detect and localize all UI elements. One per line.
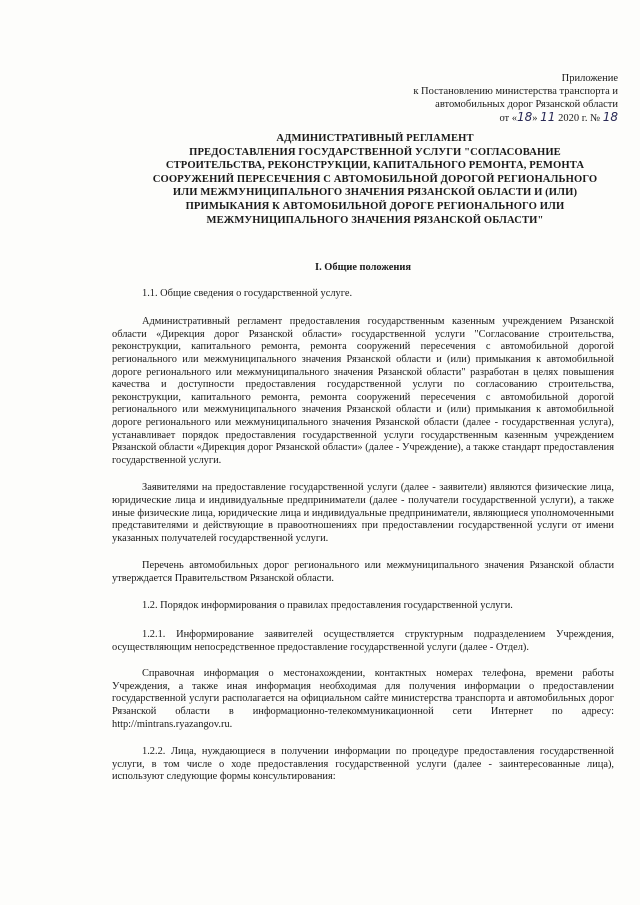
document-body [112, 262, 614, 799]
section-title: I. Общие положения [315, 262, 411, 273]
handwritten-day: 18 [517, 110, 533, 124]
handwritten-month: 11 [540, 110, 556, 124]
approval-stamp [388, 72, 618, 125]
ministry-name: автомобильных дорог Рязанской области [435, 99, 618, 110]
title-line: СТРОИТЕЛЬСТВА, РЕКОНСТРУКЦИИ, КАПИТАЛЬНОГО РЕМОНТА, РЕМОНТА [165, 160, 585, 172]
resolution-date-line: от «18» 11 2020 г. № 18 [499, 110, 618, 124]
appendix-label: Приложение [561, 73, 618, 84]
title-line: АДМИНИСТРАТИВНЫЙ РЕГЛАМЕНТ [276, 133, 474, 144]
paragraph: Заявителями на предоставление государственной услуги (далее - заявители) являются физические лица, юридические лица и индивидуальные предприниматели (далее - получатели государственной услуги), а также иные физические лица, юридические лица и индивидуальные предприниматели, являющиеся уполномоченными представителями и действующие в правоотношениях при предоставлении государственной услуги от имени указанных получателей государственной услуги. [112, 482, 614, 544]
subsection-heading: 1.1. Общие сведения о государственной услуге. [142, 287, 353, 299]
paragraph: Административный регламент предоставления государственным казенным учреждением Рязанской области «Дирекция дорог Рязанской области» государственной услуги "Согласование строительства, реконструкции, капитального ремонта, ремонта сооружений пересечения с автомобильной дорогой регионального или межмуниципального значения Рязанской области и (или) примыкания к автомобильной дороге регионального или межмуниципального значения Рязанской области" разработан в целях повышения качества и доступности предоставления государственной услуги по согласованию строительства, реконструкции, капитального ремонта, ремонта сооружений пересечения с автомобильной дорогой регионального или межмуниципального значения Рязанской области и (или) примыкания к автомобильной дороге регионального или межмуниципального значения Рязанской области (далее - государственная услуга), устанавливает порядок предоставления государственной услуги государственным казенным учреждением Рязанской области «Дирекция дорог Рязанской области» (далее - Учреждение), а также стандарт предоставления государственной услуги. [112, 316, 614, 466]
title-line: МЕЖМУНИЦИПАЛЬНОГО ЗНАЧЕНИЯ РЯЗАНСКОЙ ОБЛАСТИ" [206, 214, 544, 226]
handwritten-number: 18 [602, 110, 618, 124]
subsection-heading: 1.2. Порядок информирования о правилах предоставления государственной услуги. [142, 600, 513, 612]
document-title [140, 132, 610, 227]
paragraph: 1.2.2. Лица, нуждающиеся в получении информации по процедуре предоставления государственной услуги, в том числе о ходе предоставления государственной услуги (далее - заинтересованные лица), используют следующие формы консультирования: [112, 746, 614, 783]
title-line: ПРИМЫКАНИЯ К АВТОМОБИЛЬНОЙ ДОРОГЕ РЕГИОНАЛЬНОГО ИЛИ [185, 200, 565, 212]
title-line: ПРЕДОСТАВЛЕНИЯ ГОСУДАРСТВЕННОЙ УСЛУГИ "СОГЛАСОВАНИЕ [189, 146, 561, 158]
resolution-reference: к Постановлению министерства транспорта и [413, 86, 618, 97]
title-line: СООРУЖЕНИЙ ПЕРЕСЕЧЕНИЯ С АВТОМОБИЛЬНОЙ ДОРОГОЙ РЕГИОНАЛЬНОГО [152, 173, 598, 185]
paragraph: Перечень автомобильных дорог регионального или межмуниципального значения Рязанской области утверждается Правительством Рязанской области. [112, 560, 614, 584]
title-line: ИЛИ МЕЖМУНИЦИПАЛЬНОГО ЗНАЧЕНИЯ РЯЗАНСКОЙ ОБЛАСТИ И (ИЛИ) [172, 187, 578, 199]
paragraph: 1.2.1. Информирование заявителей осуществляется структурным подразделением Учреждения, осуществляющим непосредственное предоставление государственной услуги (далее - Отдел). [112, 629, 614, 653]
paragraph: Справочная информация о местонахождении, контактных номерах телефона, времени работы Учреждения, а также иная информация необходимая для получения информации о предоставлении государственной услуги располагается на официальном сайте министерства транспорта и автомобильных дорог Рязанской области в информационно-телекоммуникационной сети Интернет по адресу: http://mintrans.ryazangov.ru. [112, 668, 614, 730]
